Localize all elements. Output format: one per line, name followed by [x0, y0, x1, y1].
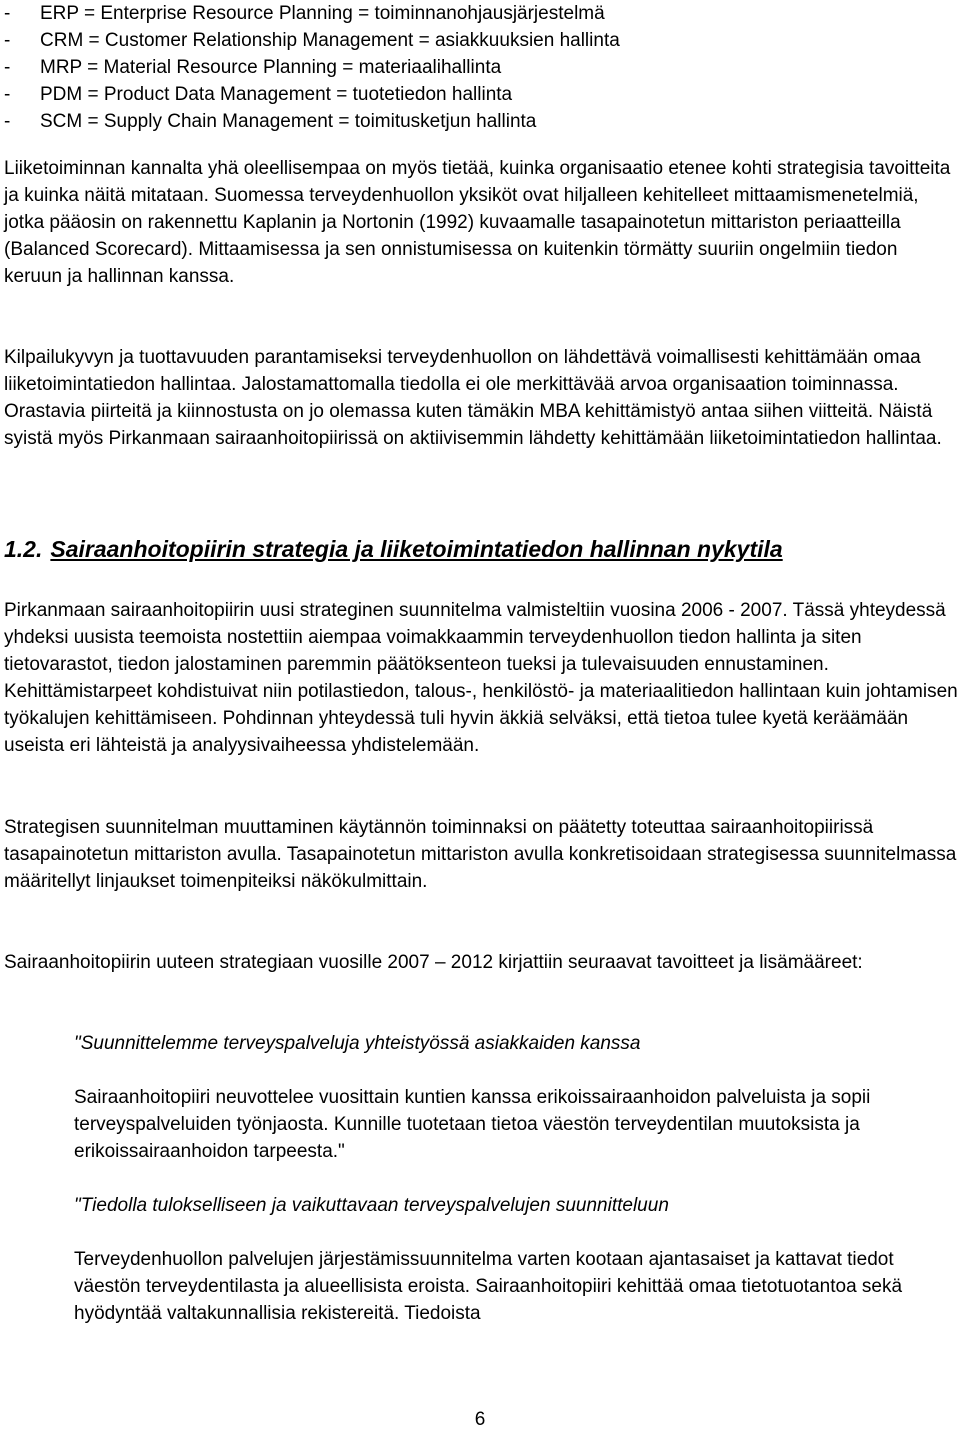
abbreviation-item	[4, 81, 954, 108]
page-number: 6	[474, 1409, 486, 1430]
paragraph-strategy-goals-intro: Sairaanhoitopiirin uuteen strategiaan vuosille 2007 – 2012 kirjattiin seuraavat tavoitteet ja lisämääreet:	[4, 952, 863, 973]
list-dash: -	[4, 57, 11, 78]
abbreviation-item	[4, 27, 954, 54]
section-heading	[4, 534, 958, 564]
list-dash: -	[4, 3, 11, 24]
abbreviation-list	[4, 0, 954, 135]
section-title: Sairaanhoitopiirin strategia ja liiketoimintatiedon hallinnan nykytila	[50, 536, 783, 562]
list-dash: -	[4, 111, 11, 132]
section-number: 1.2.	[4, 536, 43, 562]
abbreviation-text: ERP = Enterprise Resource Planning = toiminnanohjausjärjestelmä	[40, 3, 605, 24]
list-dash: -	[4, 84, 11, 105]
paragraph-strategic-plan: Pirkanmaan sairaanhoitopiirin uusi strateginen suunnitelma valmisteltiin vuosina 2006 - 2007. Tässä yhteydessä yhdeksi uusista teemoista nostettiin aiempaa voimakkaammin terveydenhuollon tiedon hallinta ja siten tietovarastot, tiedon jalostaminen paremmin päätöksenteon tueksi ja tulevaisuuden ennustaminen. Kehittämistarpeet kohdistuivat niin potilastiedon, talous-, henkilöstö- ja materiaalitiedon hallintaan kuin johtamisen työkalujen kehittämiseen. Pohdinnan yhteydessä tuli hyvin äkkiä selväksi, että tietoa tulee kyetä keräämään useista eri lähteistä ja analyysivaiheessa yhdistelemään.	[4, 600, 958, 756]
goal-body: Sairaanhoitopiiri neuvottelee vuosittain kuntien kanssa erikoissairaanhoidon palveluista ja sopii terveyspalveluiden työnjaosta. Kunnille tuotetaan tietoa väestön terveydentilan muutoksista ja erikoissairaanhoidon tarpeesta."	[74, 1087, 871, 1162]
goal-quote-heading: "Suunnittelemme terveyspalveluja yhteistyössä asiakkaiden kanssa	[74, 1033, 641, 1054]
abbreviation-text: PDM = Product Data Management = tuotetiedon hallinta	[40, 84, 513, 105]
abbreviation-item	[4, 0, 954, 27]
goal-quote-heading: "Tiedolla tulokselliseen ja vaikuttavaan terveyspalvelujen suunnitteluun	[74, 1195, 669, 1216]
paragraph-competitiveness: Kilpailukyvyn ja tuottavuuden parantamiseksi terveydenhuollon on lähdettävä voimallisesti kehittämään omaa liiketoimintatiedon hallintaa. Jalostamattomalla tiedolla ei ole merkittävää arvoa organisaation toiminnassa. Orastavia piirteitä ja kiinnostusta on jo olemassa kuten tämäkin MBA kehittämistyö antaa siihen viitteitä. Näistä syistä myös Pirkanmaan sairaanhoitopiirissä on aktiivisemmin lähdetty kehittämään liiketoimintatiedon hallintaa.	[4, 347, 942, 449]
paragraph-balanced-scorecard: Strategisen suunnitelman muuttaminen käytännön toiminnaksi on päätetty toteuttaa sairaanhoitopiirissä tasapainotetun mittariston avulla. Tasapainotetun mittariston avulla konkretisoidaan strategisessa suunnitelmassa määritellyt linjaukset toimenpiteiksi näkökulmittain.	[4, 817, 957, 892]
abbreviation-text: MRP = Material Resource Planning = materiaalihallinta	[40, 57, 502, 78]
abbreviation-text: SCM = Supply Chain Management = toimitusketjun hallinta	[40, 111, 537, 132]
paragraph-business-measurement: Liiketoiminnan kannalta yhä oleellisempaa on myös tietää, kuinka organisaatio etenee kohti strategisia tavoitteita ja kuinka näitä mitataan. Suomessa terveydenhuollon yksiköt ovat hiljalleen kehitelleet mittaamismenetelmiä, jotka pääosin on rakennettu Kaplanin ja Nortonin (1992) kuvaamalle tasapainotetun mittariston periaatteilla (Balanced Scorecard). Mittaamisessa ja sen onnistumisessa on kuitenkin törmätty suuriin ongelmiin tiedon keruun ja hallinnan kanssa.	[4, 158, 951, 287]
abbreviation-item	[4, 54, 954, 81]
goal-body: Terveydenhuollon palvelujen järjestämissuunnitelma varten kootaan ajantasaiset ja kattavat tiedot väestön terveydentilasta ja alueellisista eroista. Sairaanhoitopiiri kehittää omaa tietotuotantoa sekä hyödyntää valtakunnallisia rekistereitä. Tiedoista	[74, 1249, 903, 1324]
list-dash: -	[4, 30, 11, 51]
abbreviation-item	[4, 108, 954, 135]
abbreviation-text: CRM = Customer Relationship Management = asiakkuuksien hallinta	[40, 30, 620, 51]
